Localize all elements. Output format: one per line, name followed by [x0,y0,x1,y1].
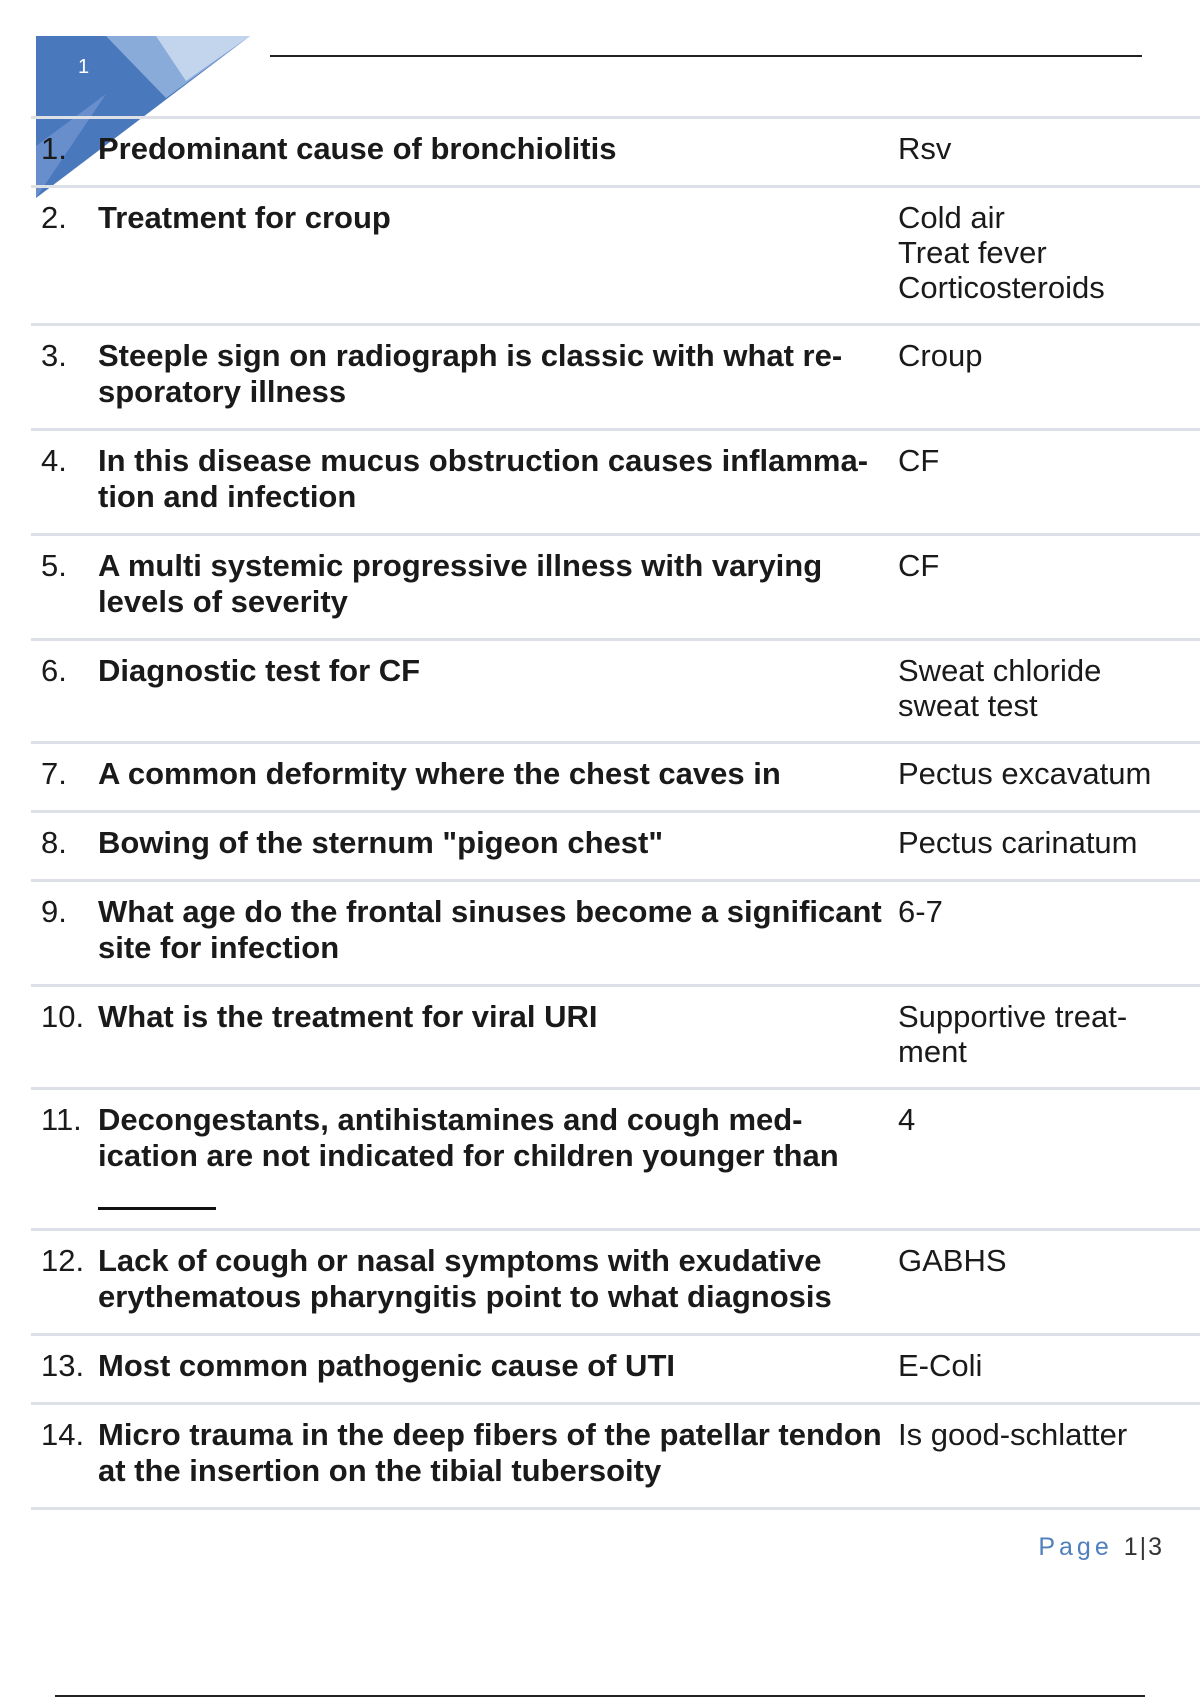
table-row [31,428,1200,533]
question-number: 3. [41,338,67,373]
question-number: 8. [41,825,67,860]
table-row [31,741,1200,810]
question-text: Lack of cough or nasal symptoms with exudative erythematous pharyngitis point to what diagnosis [98,1243,832,1314]
question-text: Treatment for croup [98,200,391,235]
answer-text: 4 [898,1102,916,1137]
question-number: 11. [41,1102,82,1137]
question-text: Diagnostic test for CF [98,653,421,688]
table-row [31,1228,1200,1333]
table-row [31,1087,1200,1228]
table-row [31,1333,1200,1402]
answer-text: Is good-schlatter [898,1417,1128,1452]
question-text: Predominant cause of bronchiolitis [98,131,617,166]
question-number: 12. [41,1243,85,1278]
table-row [31,533,1200,638]
table-row [31,185,1200,323]
question-text: Decongestants, antihistamines and cough med- ication are not indicated for children younger than [98,1102,898,1210]
answer-text: Rsv [898,131,952,166]
question-text: In this disease mucus obstruction causes inflamma- tion and infection [98,443,869,514]
question-number: 6. [41,653,67,688]
table-row [31,116,1200,185]
answer-text: Sweat chloride sweat test [898,653,1102,723]
page-footer [1038,1533,1164,1562]
question-text: Bowing of the sternum "pigeon chest" [98,825,664,860]
question-number: 5. [41,548,67,583]
answer-text: CF [898,443,940,478]
answer-text: Pectus carinatum [898,825,1138,860]
table-row [31,638,1200,741]
question-number: 14. [41,1417,85,1452]
answer-text: E-Coli [898,1348,983,1383]
fill-in-blank [98,1177,216,1210]
question-number: 2. [41,200,67,235]
table-row [31,879,1200,984]
question-text: Most common pathogenic cause of UTI [98,1348,675,1383]
page-current: 1 [1123,1533,1140,1561]
header-page-number: 1 [78,56,90,78]
answer-text: CF [898,548,940,583]
question-text: A common deformity where the chest caves in [98,756,781,791]
answer-text: Pectus excavatum [898,756,1152,791]
answer-text: Cold air Treat fever Corticosteroids [898,200,1105,305]
table-row [31,810,1200,879]
answer-text: 6-7 [898,894,943,929]
question-number: 9. [41,894,67,929]
table-row [31,1402,1200,1510]
answer-text: GABHS [898,1243,1007,1278]
question-number: 4. [41,443,67,478]
page-label: Page [1038,1533,1113,1561]
qa-table [31,116,1200,1510]
table-row [31,984,1200,1087]
question-text: Steeple sign on radiograph is classic with what re- sporatory illness [98,338,843,409]
question-number: 7. [41,756,67,791]
question-number: 1. [41,131,67,166]
page-separator: | [1139,1533,1149,1561]
question-number: 13. [41,1348,85,1383]
question-text: What age do the frontal sinuses become a significant site for infection [98,894,882,965]
question-text: Micro trauma in the deep fibers of the patellar tendon at the insertion on the tibial tubersoity [98,1417,882,1488]
page-total: 3 [1148,1533,1164,1561]
question-text: A multi systemic progressive illness with varying levels of severity [98,548,823,619]
question-number: 10. [41,999,85,1034]
question-text: What is the treatment for viral URI [98,999,598,1034]
footer-rule [55,1695,1145,1697]
table-row [31,323,1200,428]
answer-text: Croup [898,338,983,373]
header-rule [270,55,1142,57]
answer-text: Supportive treat- ment [898,999,1128,1069]
